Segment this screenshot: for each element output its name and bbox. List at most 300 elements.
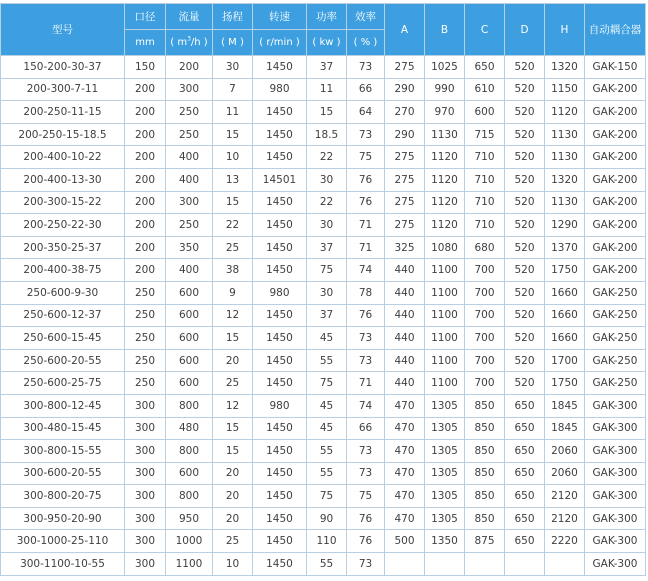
cell-efficiency: 76 (347, 304, 385, 327)
cell-dim-d: 520 (505, 101, 545, 124)
cell-diameter: 300 (125, 507, 166, 530)
cell-speed: 1450 (253, 56, 307, 79)
cell-model: 200-250-11-15 (1, 101, 125, 124)
cell-model: 200-300-7-11 (1, 78, 125, 101)
cell-dim-d: 650 (505, 462, 545, 485)
cell-efficiency: 76 (347, 530, 385, 553)
header-speed: 转速 (253, 4, 307, 30)
cell-dim-b: 1305 (425, 507, 465, 530)
cell-efficiency: 75 (347, 146, 385, 169)
cell-diameter: 200 (125, 259, 166, 282)
cell-dim-d: 520 (505, 327, 545, 350)
pump-spec-table (0, 3, 646, 576)
cell-flow: 950 (166, 507, 213, 530)
table-header (1, 4, 646, 56)
cell-dim-d: 520 (505, 56, 545, 79)
cell-dim-b: 1100 (425, 281, 465, 304)
cell-dim-h: 1660 (545, 304, 585, 327)
cell-flow: 800 (166, 485, 213, 508)
cell-speed: 1450 (253, 440, 307, 463)
cell-dim-a: 275 (385, 191, 425, 214)
cell-dim-a: 470 (385, 507, 425, 530)
cell-speed: 1450 (253, 123, 307, 146)
cell-dim-c: 850 (465, 440, 505, 463)
cell-flow: 250 (166, 214, 213, 237)
cell-efficiency: 76 (347, 191, 385, 214)
cell-flow: 600 (166, 327, 213, 350)
cell-diameter: 200 (125, 123, 166, 146)
table-row (1, 327, 646, 350)
cell-power: 22 (307, 191, 347, 214)
cell-power: 15 (307, 101, 347, 124)
table-row (1, 123, 646, 146)
cell-dim-d: 650 (505, 485, 545, 508)
cell-power: 45 (307, 417, 347, 440)
cell-head: 20 (213, 507, 253, 530)
cell-dim-d: 520 (505, 236, 545, 259)
cell-dim-d: 520 (505, 214, 545, 237)
cell-model: 150-200-30-37 (1, 56, 125, 79)
cell-head: 7 (213, 78, 253, 101)
header-dim-d: D (505, 4, 545, 56)
table-row (1, 349, 646, 372)
cell-dim-b: 1100 (425, 372, 465, 395)
cell-dim-h: 1130 (545, 146, 585, 169)
cell-dim-c: 715 (465, 123, 505, 146)
cell-dim-c: 850 (465, 394, 505, 417)
cell-dim-c: 875 (465, 530, 505, 553)
cell-dim-h: 1290 (545, 214, 585, 237)
table-row (1, 507, 646, 530)
cell-speed: 14501 (253, 168, 307, 191)
cell-efficiency: 71 (347, 372, 385, 395)
cell-dim-a: 470 (385, 394, 425, 417)
cell-flow: 600 (166, 304, 213, 327)
cell-dim-d: 650 (505, 440, 545, 463)
cell-dim-a: 290 (385, 123, 425, 146)
cell-dim-c (465, 553, 505, 576)
table-row (1, 78, 646, 101)
cell-flow: 400 (166, 259, 213, 282)
cell-efficiency: 74 (347, 259, 385, 282)
cell-efficiency: 73 (347, 56, 385, 79)
unit-power: ( kw ) (307, 30, 347, 56)
table-row (1, 146, 646, 169)
cell-speed: 980 (253, 281, 307, 304)
cell-speed: 1450 (253, 214, 307, 237)
cell-speed: 1450 (253, 349, 307, 372)
header-efficiency: 效率 (347, 4, 385, 30)
cell-dim-b: 1100 (425, 327, 465, 350)
cell-dim-h: 1750 (545, 259, 585, 282)
cell-diameter: 300 (125, 462, 166, 485)
cell-coupler: GAK-300 (585, 507, 646, 530)
header-dim-h: H (545, 4, 585, 56)
cell-model: 200-350-25-37 (1, 236, 125, 259)
cell-dim-a: 275 (385, 168, 425, 191)
cell-power: 30 (307, 168, 347, 191)
cell-head: 10 (213, 553, 253, 576)
cell-diameter: 300 (125, 417, 166, 440)
cell-speed: 1450 (253, 553, 307, 576)
cell-dim-a: 440 (385, 372, 425, 395)
cell-dim-b: 1305 (425, 485, 465, 508)
cell-dim-c: 700 (465, 259, 505, 282)
cell-diameter: 300 (125, 394, 166, 417)
cell-diameter: 150 (125, 56, 166, 79)
cell-coupler: GAK-200 (585, 214, 646, 237)
cell-power: 110 (307, 530, 347, 553)
cell-model: 300-600-20-55 (1, 462, 125, 485)
cell-dim-d: 650 (505, 417, 545, 440)
cell-model: 300-800-20-75 (1, 485, 125, 508)
cell-dim-a: 440 (385, 304, 425, 327)
cell-flow: 600 (166, 462, 213, 485)
cell-dim-d (505, 553, 545, 576)
cell-model: 200-400-38-75 (1, 259, 125, 282)
cell-power: 30 (307, 214, 347, 237)
table-row (1, 281, 646, 304)
cell-model: 300-800-15-55 (1, 440, 125, 463)
cell-dim-b: 1130 (425, 123, 465, 146)
cell-flow: 400 (166, 168, 213, 191)
cell-coupler: GAK-200 (585, 259, 646, 282)
cell-power: 37 (307, 304, 347, 327)
cell-diameter: 200 (125, 168, 166, 191)
cell-diameter: 300 (125, 553, 166, 576)
table-row (1, 56, 646, 79)
cell-flow: 250 (166, 123, 213, 146)
cell-dim-a: 470 (385, 462, 425, 485)
cell-dim-a: 275 (385, 214, 425, 237)
cell-coupler: GAK-200 (585, 78, 646, 101)
cell-dim-b: 1120 (425, 214, 465, 237)
cell-speed: 1450 (253, 236, 307, 259)
cell-dim-c: 710 (465, 168, 505, 191)
table-row (1, 462, 646, 485)
table-row (1, 440, 646, 463)
cell-diameter: 250 (125, 281, 166, 304)
cell-dim-c: 700 (465, 304, 505, 327)
cell-dim-d: 650 (505, 394, 545, 417)
cell-speed: 1450 (253, 101, 307, 124)
cell-efficiency: 73 (347, 123, 385, 146)
cell-dim-a: 275 (385, 56, 425, 79)
cell-dim-a: 440 (385, 281, 425, 304)
cell-power: 55 (307, 440, 347, 463)
table-row (1, 417, 646, 440)
cell-head: 20 (213, 485, 253, 508)
cell-dim-h: 1700 (545, 349, 585, 372)
cell-power: 75 (307, 372, 347, 395)
cell-head: 12 (213, 304, 253, 327)
table-row (1, 236, 646, 259)
cell-coupler: GAK-300 (585, 417, 646, 440)
unit-efficiency: ( % ) (347, 30, 385, 56)
cell-speed: 1450 (253, 146, 307, 169)
cell-head: 20 (213, 349, 253, 372)
cell-dim-b: 1305 (425, 394, 465, 417)
header-flow: 流量 (166, 4, 213, 30)
header-dim-c: C (465, 4, 505, 56)
cell-power: 90 (307, 507, 347, 530)
cell-dim-d: 520 (505, 349, 545, 372)
table-row (1, 304, 646, 327)
cell-head: 9 (213, 281, 253, 304)
cell-dim-h: 1120 (545, 101, 585, 124)
cell-dim-d: 520 (505, 123, 545, 146)
cell-dim-b: 1305 (425, 417, 465, 440)
cell-model: 300-1000-25-110 (1, 530, 125, 553)
cell-coupler: GAK-300 (585, 553, 646, 576)
cell-dim-d: 520 (505, 168, 545, 191)
cell-diameter: 200 (125, 214, 166, 237)
table-body (1, 56, 646, 576)
cell-efficiency: 73 (347, 553, 385, 576)
cell-power: 55 (307, 553, 347, 576)
cell-efficiency: 76 (347, 168, 385, 191)
cell-dim-b: 990 (425, 78, 465, 101)
cell-dim-b: 1305 (425, 440, 465, 463)
header-dim-b: B (425, 4, 465, 56)
cell-power: 30 (307, 281, 347, 304)
unit-diameter: mm (125, 30, 166, 56)
cell-head: 10 (213, 146, 253, 169)
cell-diameter: 250 (125, 349, 166, 372)
cell-dim-h: 2060 (545, 440, 585, 463)
cell-efficiency: 66 (347, 78, 385, 101)
cell-dim-d: 520 (505, 281, 545, 304)
cell-dim-c: 850 (465, 507, 505, 530)
cell-dim-c: 700 (465, 327, 505, 350)
cell-speed: 1450 (253, 304, 307, 327)
cell-dim-h: 1320 (545, 168, 585, 191)
cell-flow: 350 (166, 236, 213, 259)
cell-dim-a (385, 553, 425, 576)
cell-dim-c: 850 (465, 485, 505, 508)
cell-dim-c: 700 (465, 281, 505, 304)
cell-dim-a: 440 (385, 259, 425, 282)
cell-head: 25 (213, 372, 253, 395)
cell-dim-c: 650 (465, 56, 505, 79)
cell-speed: 1450 (253, 417, 307, 440)
cell-head: 15 (213, 327, 253, 350)
cell-head: 25 (213, 236, 253, 259)
cell-model: 250-600-9-30 (1, 281, 125, 304)
table-row (1, 259, 646, 282)
cell-power: 45 (307, 327, 347, 350)
cell-efficiency: 71 (347, 214, 385, 237)
table-row (1, 191, 646, 214)
cell-diameter: 250 (125, 327, 166, 350)
cell-dim-c: 680 (465, 236, 505, 259)
cell-dim-b: 1350 (425, 530, 465, 553)
cell-flow: 300 (166, 78, 213, 101)
cell-efficiency: 73 (347, 349, 385, 372)
cell-dim-h: 1130 (545, 191, 585, 214)
cell-efficiency: 71 (347, 236, 385, 259)
cell-model: 250-600-20-55 (1, 349, 125, 372)
cell-diameter: 250 (125, 372, 166, 395)
cell-model: 200-250-22-30 (1, 214, 125, 237)
cell-dim-c: 700 (465, 349, 505, 372)
cell-head: 30 (213, 56, 253, 79)
cell-dim-c: 700 (465, 372, 505, 395)
cell-model: 300-1100-10-55 (1, 553, 125, 576)
cell-flow: 480 (166, 417, 213, 440)
cell-dim-h: 1660 (545, 327, 585, 350)
cell-dim-h: 1660 (545, 281, 585, 304)
cell-dim-a: 440 (385, 327, 425, 350)
cell-speed: 980 (253, 394, 307, 417)
cell-dim-d: 520 (505, 146, 545, 169)
cell-flow: 600 (166, 372, 213, 395)
cell-power: 37 (307, 56, 347, 79)
cell-dim-a: 470 (385, 417, 425, 440)
cell-coupler: GAK-250 (585, 304, 646, 327)
cell-speed: 980 (253, 78, 307, 101)
cell-diameter: 200 (125, 146, 166, 169)
cell-coupler: GAK-250 (585, 327, 646, 350)
table-row (1, 485, 646, 508)
cell-flow: 200 (166, 56, 213, 79)
cell-dim-b: 1025 (425, 56, 465, 79)
cell-dim-h: 1150 (545, 78, 585, 101)
cell-power: 11 (307, 78, 347, 101)
cell-head: 15 (213, 191, 253, 214)
cell-dim-a: 275 (385, 146, 425, 169)
cell-power: 75 (307, 485, 347, 508)
cell-power: 45 (307, 394, 347, 417)
cell-coupler: GAK-300 (585, 485, 646, 508)
cell-coupler: GAK-300 (585, 440, 646, 463)
cell-head: 12 (213, 394, 253, 417)
table-row (1, 372, 646, 395)
cell-dim-h: 2220 (545, 530, 585, 553)
cell-dim-h: 2120 (545, 507, 585, 530)
cell-coupler: GAK-200 (585, 236, 646, 259)
cell-dim-d: 520 (505, 304, 545, 327)
cell-flow: 600 (166, 281, 213, 304)
cell-dim-d: 520 (505, 191, 545, 214)
cell-efficiency: 74 (347, 394, 385, 417)
cell-flow: 800 (166, 440, 213, 463)
cell-dim-b: 1120 (425, 168, 465, 191)
cell-diameter: 200 (125, 191, 166, 214)
cell-dim-a: 440 (385, 349, 425, 372)
cell-dim-h: 1320 (545, 56, 585, 79)
cell-diameter: 200 (125, 236, 166, 259)
cell-diameter: 200 (125, 78, 166, 101)
cell-dim-b: 1100 (425, 259, 465, 282)
cell-dim-b: 1120 (425, 191, 465, 214)
header-diameter: 口径 (125, 4, 166, 30)
cell-diameter: 250 (125, 304, 166, 327)
cell-coupler: GAK-300 (585, 530, 646, 553)
cell-dim-b: 1120 (425, 146, 465, 169)
cell-head: 25 (213, 530, 253, 553)
cell-coupler: GAK-250 (585, 349, 646, 372)
cell-dim-a: 290 (385, 78, 425, 101)
table-row (1, 214, 646, 237)
cell-dim-h: 1750 (545, 372, 585, 395)
table-row (1, 530, 646, 553)
cell-coupler: GAK-200 (585, 101, 646, 124)
cell-flow: 1000 (166, 530, 213, 553)
cell-dim-a: 500 (385, 530, 425, 553)
cell-head: 20 (213, 462, 253, 485)
cell-power: 22 (307, 146, 347, 169)
cell-model: 250-600-25-75 (1, 372, 125, 395)
cell-head: 13 (213, 168, 253, 191)
cell-model: 300-800-12-45 (1, 394, 125, 417)
cell-flow: 400 (166, 146, 213, 169)
cell-coupler: GAK-150 (585, 56, 646, 79)
cell-flow: 800 (166, 394, 213, 417)
cell-head: 15 (213, 417, 253, 440)
cell-model: 300-480-15-45 (1, 417, 125, 440)
cell-dim-h: 1370 (545, 236, 585, 259)
cell-dim-b (425, 553, 465, 576)
cell-flow: 300 (166, 191, 213, 214)
cell-efficiency: 73 (347, 462, 385, 485)
header-power: 功率 (307, 4, 347, 30)
cell-head: 15 (213, 123, 253, 146)
cell-model: 300-950-20-90 (1, 507, 125, 530)
cell-efficiency: 66 (347, 417, 385, 440)
cell-flow: 250 (166, 101, 213, 124)
header-model: 型号 (1, 4, 125, 56)
cell-coupler: GAK-200 (585, 146, 646, 169)
cell-head: 11 (213, 101, 253, 124)
cell-speed: 1450 (253, 191, 307, 214)
cell-diameter: 300 (125, 440, 166, 463)
cell-dim-b: 1305 (425, 462, 465, 485)
cell-speed: 1450 (253, 327, 307, 350)
cell-dim-h: 2060 (545, 462, 585, 485)
cell-model: 200-250-15-18.5 (1, 123, 125, 146)
table-row (1, 394, 646, 417)
cell-speed: 1450 (253, 507, 307, 530)
cell-model: 200-400-13-30 (1, 168, 125, 191)
unit-flow: ( $m^3/h$ ) (166, 30, 213, 56)
cell-dim-c: 600 (465, 101, 505, 124)
cell-efficiency: 75 (347, 485, 385, 508)
cell-diameter: 300 (125, 530, 166, 553)
cell-efficiency: 76 (347, 507, 385, 530)
cell-efficiency: 73 (347, 327, 385, 350)
cell-speed: 1450 (253, 372, 307, 395)
cell-dim-a: 325 (385, 236, 425, 259)
cell-speed: 1450 (253, 462, 307, 485)
cell-head: 38 (213, 259, 253, 282)
cell-power: 55 (307, 349, 347, 372)
cell-power: 37 (307, 236, 347, 259)
cell-dim-c: 710 (465, 146, 505, 169)
cell-dim-b: 970 (425, 101, 465, 124)
cell-power: 18.5 (307, 123, 347, 146)
cell-dim-a: 270 (385, 101, 425, 124)
cell-model: 200-400-10-22 (1, 146, 125, 169)
cell-dim-d: 650 (505, 507, 545, 530)
cell-dim-b: 1100 (425, 349, 465, 372)
cell-dim-c: 610 (465, 78, 505, 101)
cell-speed: 1450 (253, 530, 307, 553)
cell-coupler: GAK-200 (585, 123, 646, 146)
cell-head: 15 (213, 440, 253, 463)
cell-dim-c: 850 (465, 462, 505, 485)
cell-speed: 1450 (253, 259, 307, 282)
